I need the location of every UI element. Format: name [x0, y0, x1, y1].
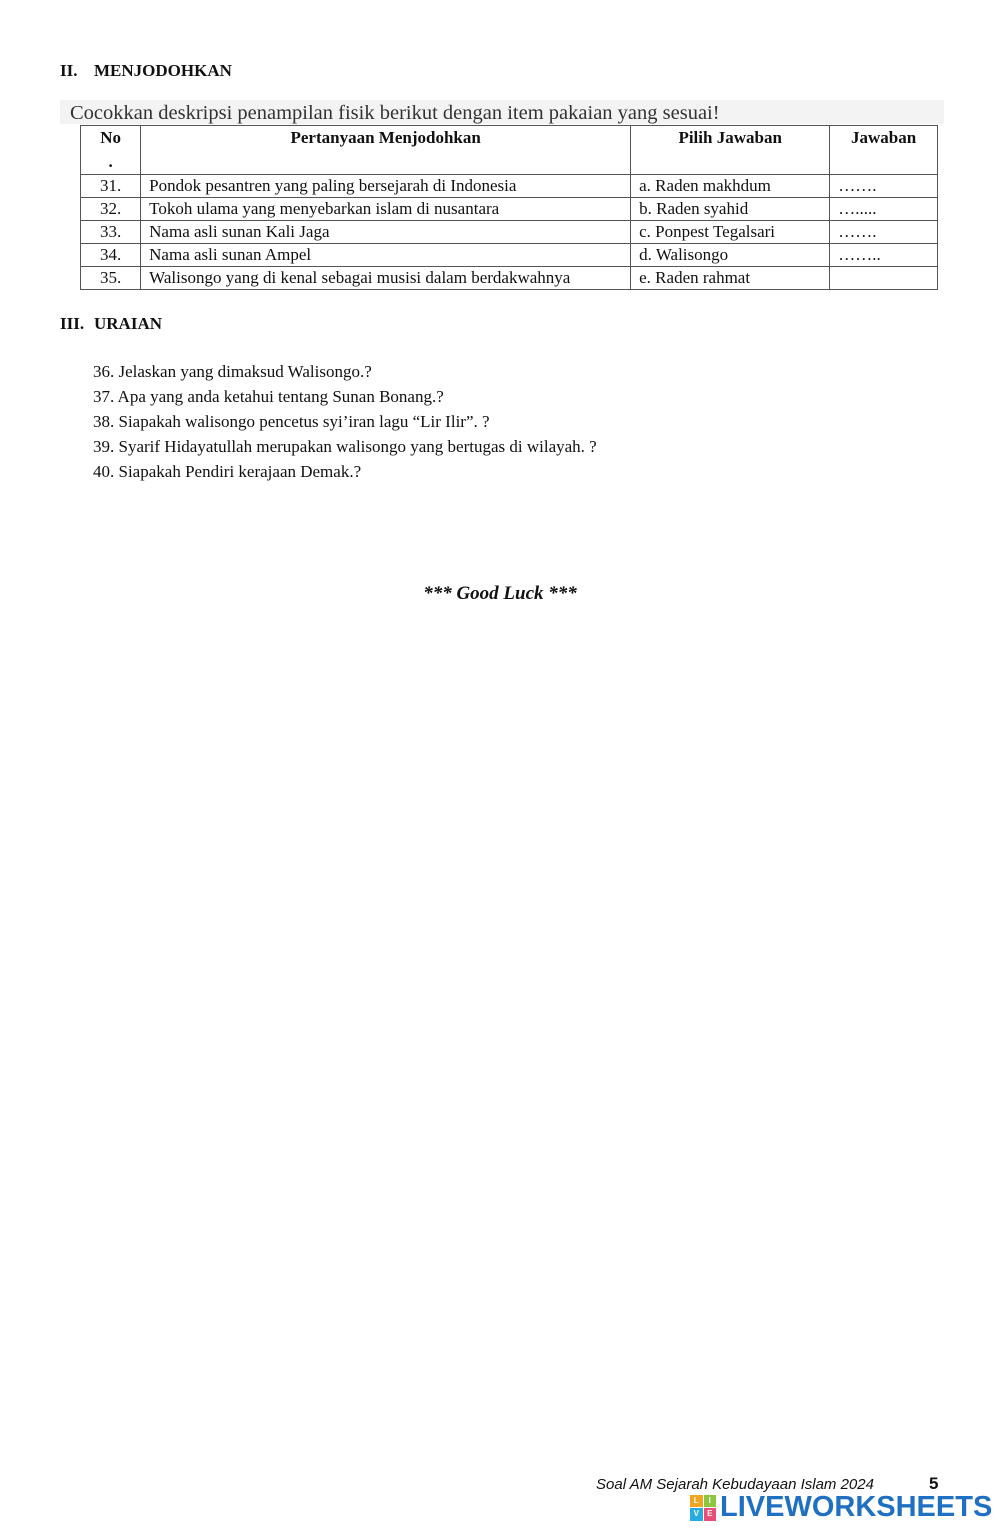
- essay-question: 36. Jelaskan yang dimaksud Walisongo.?: [93, 362, 372, 381]
- liveworksheets-logo-icon: [690, 1495, 716, 1521]
- table-row: [81, 175, 938, 198]
- liveworksheets-watermark: [690, 1491, 992, 1524]
- instruction-text: Cocokkan deskripsi penampilan fisik berikut dengan item pakaian yang sesuai!: [60, 100, 944, 124]
- row-option: d. Walisongo: [631, 244, 830, 267]
- row-number: 32.: [81, 198, 141, 221]
- row-question: Nama asli sunan Ampel: [141, 244, 631, 267]
- row-question: Tokoh ulama yang menyebarkan islam di nusantara: [141, 198, 631, 221]
- essay-question: 39. Syarif Hidayatullah merupakan walisongo yang bertugas di wilayah. ?: [93, 437, 597, 456]
- row-number: 33.: [81, 221, 141, 244]
- header-question: Pertanyaan Menjodohkan: [141, 126, 631, 175]
- essay-question: 40. Siapakah Pendiri kerajaan Demak.?: [93, 462, 362, 481]
- essay-question-list: [93, 359, 597, 484]
- row-option: b. Raden syahid: [631, 198, 830, 221]
- table-header-row: [81, 126, 938, 175]
- row-number: 34.: [81, 244, 141, 267]
- header-option: Pilih Jawaban: [631, 126, 830, 175]
- section-3-number: III.: [60, 314, 85, 333]
- section-3-heading: [60, 314, 162, 334]
- logo-letter: E: [704, 1508, 717, 1521]
- row-answer-field[interactable]: …….: [830, 175, 938, 198]
- row-answer-field[interactable]: …….: [830, 221, 938, 244]
- table-row: [81, 244, 938, 267]
- section-2-number: II.: [60, 61, 78, 80]
- row-answer-field[interactable]: [830, 267, 938, 290]
- row-number: 35.: [81, 267, 141, 290]
- logo-letter: V: [690, 1508, 703, 1521]
- row-number: 31.: [81, 175, 141, 198]
- section-3-title: URAIAN: [94, 314, 162, 333]
- page-number: 5: [929, 1474, 939, 1493]
- table-row: [81, 198, 938, 221]
- row-question: Walisongo yang di kenal sebagai musisi dalam berdakwahnya: [141, 267, 631, 290]
- row-option: e. Raden rahmat: [631, 267, 830, 290]
- header-no: No .: [81, 126, 141, 175]
- table-row: [81, 221, 938, 244]
- row-option: c. Ponpest Tegalsari: [631, 221, 830, 244]
- header-answer: Jawaban: [830, 126, 938, 175]
- matching-table: [80, 125, 938, 290]
- row-answer-field[interactable]: ……..: [830, 244, 938, 267]
- section-2-heading: [60, 61, 232, 81]
- good-luck-text: *** Good Luck ***: [423, 583, 577, 604]
- row-option: a. Raden makhdum: [631, 175, 830, 198]
- section-2-title: MENJODOHKAN: [94, 61, 232, 80]
- essay-question: 37. Apa yang anda ketahui tentang Sunan Bonang.?: [93, 387, 444, 406]
- row-question: Nama asli sunan Kali Jaga: [141, 221, 631, 244]
- footer-text: Soal AM Sejarah Kebudayaan Islam 2024: [596, 1476, 874, 1493]
- table-row: [81, 267, 938, 290]
- logo-letter: L: [690, 1495, 703, 1508]
- liveworksheets-text: LIVEWORKSHEETS: [720, 1491, 993, 1523]
- row-question: Pondok pesantren yang paling bersejarah di Indonesia: [141, 175, 631, 198]
- row-answer-field[interactable]: ….....: [830, 198, 938, 221]
- essay-question: 38. Siapakah walisongo pencetus syi’iran lagu “Lir Ilir”. ?: [93, 412, 490, 431]
- logo-letter: I: [704, 1495, 717, 1508]
